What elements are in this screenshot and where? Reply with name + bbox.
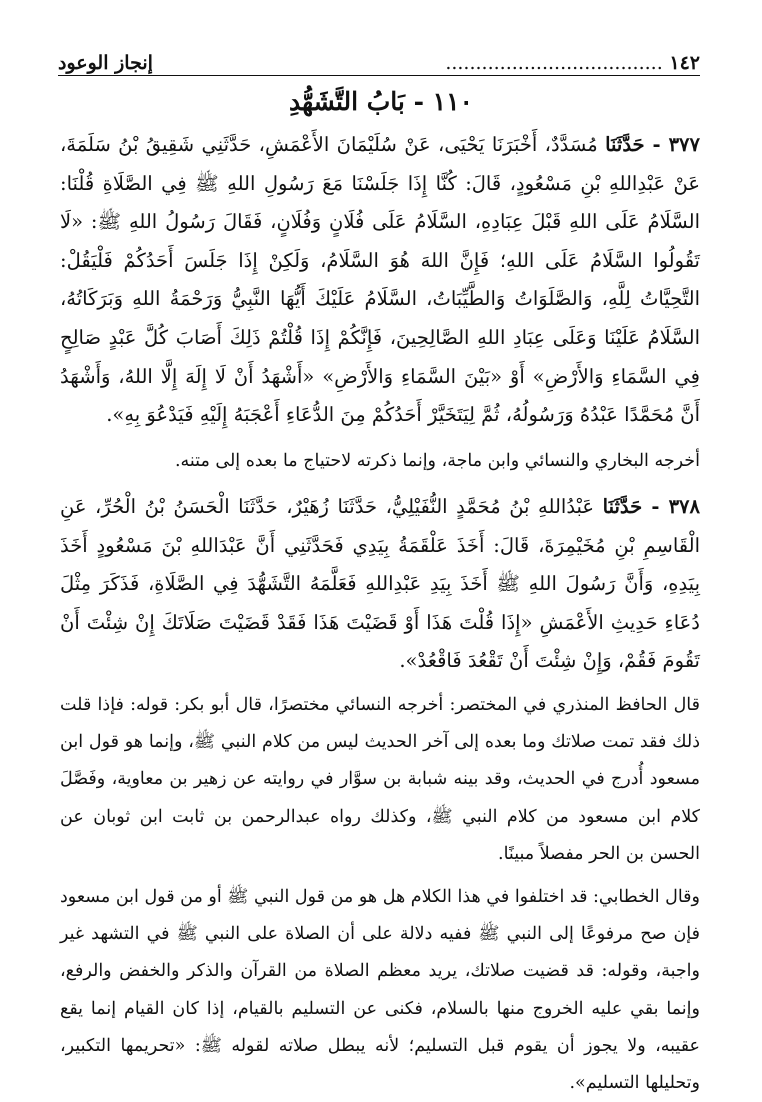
header-divider (58, 75, 700, 76)
hadith-378-text: عَبْدُاللهِ بْنُ مُحَمَّدٍ النُّفَيْلِيُّ، حَدَّثَنَا زُهَيْرٌ، حَدَّثَنَا الْحَسَنُ بْنُ الْحُرِّ، عَنِ الْقَاسِمِ بْنِ مُخَيْمِرَةَ، قَالَ: أَخَذَ عَلْقَمَةُ بِيَدِي فَحَدَّثَنِي أَنَّ عَبْدَاللهِ بْنَ مَسْعُودٍ أَخَذَ بِيَدِهِ، وَأَنَّ رَسُولَ اللهِ ﷺ أَخَذَ بِيَدِ عَبْدِاللهِ فَعَلَّمَهُ التَّشَهُّدَ فِي الصَّلَاةِ، فَذَكَرَ مِثْلَ دُعَاءِ حَدِيثِ الأَعْمَشِ «إِذَا قُلْتَ هَذَا أَوْ قَضَيْتَ هَذَا فَقَدْ قَضَيْتَ صَلَاتَكَ إِنْ شِئْتَ أَنْ تَقُومَ فَقُمْ، وَإِنْ شِئْتَ أَنْ تَقْعُدَ فَاقْعُدْ». (60, 494, 700, 673)
hadith-378-label: ٣٧٨ - حَدَّثَنَا (602, 494, 700, 518)
header-dots: .................................... (445, 52, 663, 74)
running-header (58, 44, 700, 74)
commentary-mundhiri: قال الحافظ المنذري في المختصر: أخرجه النسائي مختصرًا، قال أبو بكر: قوله: فإذا قلت ذلك فقد تمت صلاتك وما بعده إلى آخر الحديث ليس من كلام النبي ﷺ، وإنما هو قول ابن مسعود أُدرج في الحديث، وقد بينه شبابة بن سوَّار في روايته عن زهير بن معاوية، وفَصَّلَ كلام ابن مسعود من كلام النبي ﷺ، وكذلك رواه عبدالرحمن بن ثابت ابن ثوبان عن الحسن بن الحر مفصلاً مبينًا. (60, 694, 700, 864)
hadith-377 (60, 126, 700, 435)
chapter-title: ١١٠ - بَابُ التَّشَهُّدِ (289, 87, 473, 116)
hadith-377-note: أخرجه البخاري والنسائي وابن ماجة، وإنما ذكرته لاحتياج ما بعده إلى متنه. (174, 450, 700, 471)
page-number: ١٤٢ .................................... (445, 52, 700, 74)
commentary-khattabi: وقال الخطابي: قد اختلفوا في هذا الكلام هل هو من قول النبي ﷺ أو من قول ابن مسعود فإن صح مرفوعًا إلى النبي ﷺ ففيه دلالة على أن الصلاة على النبي ﷺ في التشهد غير واجبة، وقوله: قد قضيت صلاتك، يريد معظم الصلاة من القرآن والذكر والخفض والرفع، وإنما بقي عليه الخروج منها بالسلام، فكنى عن التسليم بالقيام، إذا كان القيام إنما يقع عقيبه، ولا يجوز أن يقوم قبل التسليم؛ لأنه يبطل صلاته لقوله ﷺ: «تحريمها التكبير، وتحليلها التسليم». (60, 886, 700, 1093)
hadith-377-label: ٣٧٧ - حَدَّثَنَا (605, 133, 700, 156)
book-title: إنجاز الوعود (58, 52, 153, 74)
hadith-377-text: مُسَدَّدٌ، أَخْبَرَنَا يَحْيَى، عَنْ سُلَيْمَانَ الأَعْمَشِ، حَدَّثَنِي شَقِيقُ بْنُ سَلَمَةَ، عَنْ عَبْدِاللهِ بْنِ مَسْعُودٍ، قَالَ: كُنَّا إِذَا جَلَسْنَا مَعَ رَسُولِ اللهِ ﷺ فِي الصَّلَاةِ قُلْنَا: السَّلَامُ عَلَى اللهِ قَبْلَ عِبَادِهِ، السَّلَامُ عَلَى فُلَانٍ وَفُلَانٍ، فَقَالَ رَسُولُ اللهِ ﷺ: «لَا تَقُولُوا السَّلَامُ عَلَى اللهِ؛ فَإِنَّ اللهَ هُوَ السَّلَامُ، وَلَكِنْ إِذَا جَلَسَ أَحَدُكُمْ فَلْيَقُلْ: التَّحِيَّاتُ لِلَّهِ، وَالصَّلَوَاتُ وَالطَّيِّبَاتُ، السَّلَامُ عَلَيْكَ أَيُّهَا النَّبِيُّ وَرَحْمَةُ اللهِ وَبَرَكَاتُهُ، السَّلَامُ عَلَيْنَا وَعَلَى عِبَادِ اللهِ الصَّالِحِينَ، فَإِنَّكُمْ إِذَا قُلْتُمْ ذَلِكَ أَصَابَ كُلَّ عَبْدٍ صَالِحٍ فِي السَّمَاءِ وَالأَرْضِ» أَوْ «بَيْنَ السَّمَاءِ وَالأَرْضِ» «أَشْهَدُ أَنْ لَا إِلَهَ إِلَّا اللهُ، وَأَشْهَدُ أَنَّ مُحَمَّدًا عَبْدُهُ وَرَسُولُهُ، ثُمَّ لِيَتَخَيَّرْ أَحَدُكُمْ مِنَ الدُّعَاءِ أَعْجَبَهُ إِلَيْهِ فَيَدْعُوَ بِهِ». (60, 133, 700, 427)
hadith-378 (60, 488, 700, 681)
page-body (60, 126, 700, 1102)
